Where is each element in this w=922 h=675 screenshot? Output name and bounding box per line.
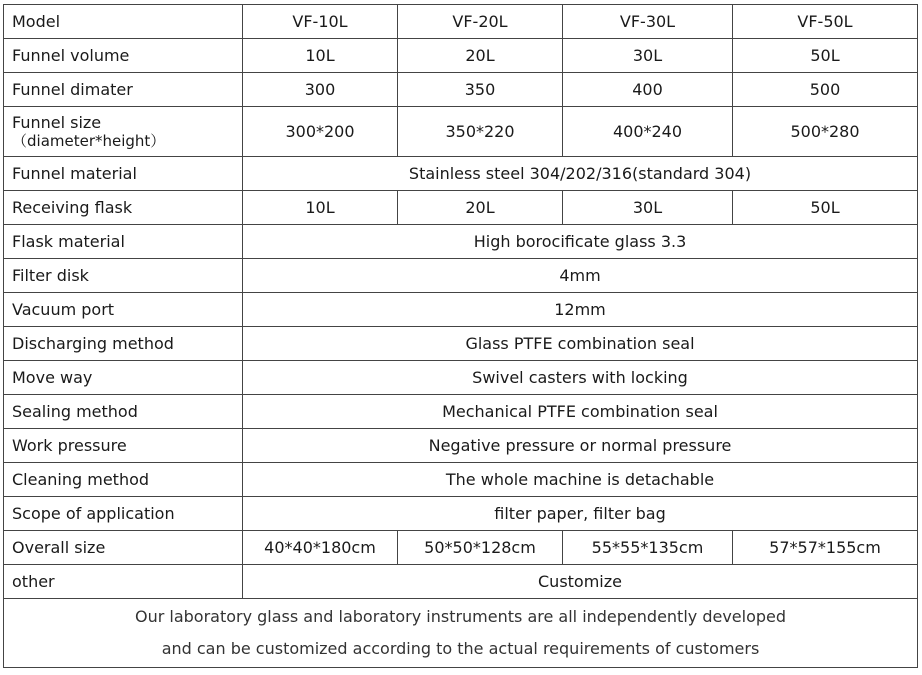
row-label-discharging-method: Discharging method bbox=[4, 327, 243, 361]
row-label-overall-size: Overall size bbox=[4, 531, 243, 565]
table-row-flask-material bbox=[4, 225, 918, 259]
row-label-move-way: Move way bbox=[4, 361, 243, 395]
table-row-vacuum-port bbox=[4, 293, 918, 327]
value-cell-merged: Mechanical PTFE combination seal bbox=[243, 395, 918, 429]
row-label-cleaning-method: Cleaning method bbox=[4, 463, 243, 497]
value-cell: 500*280 bbox=[733, 107, 918, 157]
table-row-cleaning-method bbox=[4, 463, 918, 497]
value-cell: 20L bbox=[398, 191, 563, 225]
row-label-other: other bbox=[4, 565, 243, 599]
row-label-flask-material: Flask material bbox=[4, 225, 243, 259]
model-cell: VF-20L bbox=[398, 5, 563, 39]
table-row-funnel-diameter bbox=[4, 73, 918, 107]
row-label-funnel-material: Funnel material bbox=[4, 157, 243, 191]
value-cell: 500 bbox=[733, 73, 918, 107]
value-cell: 350*220 bbox=[398, 107, 563, 157]
table-row-move-way bbox=[4, 361, 918, 395]
value-cell-merged: Glass PTFE combination seal bbox=[243, 327, 918, 361]
value-cell: 400 bbox=[563, 73, 733, 107]
table-row-funnel-material bbox=[4, 157, 918, 191]
table-row-funnel-volume bbox=[4, 39, 918, 73]
value-cell-merged: Swivel casters with locking bbox=[243, 361, 918, 395]
value-cell-merged: Stainless steel 304/202/316(standard 304) bbox=[243, 157, 918, 191]
model-cell: VF-50L bbox=[733, 5, 918, 39]
value-cell: 300 bbox=[243, 73, 398, 107]
footer-line-2: and can be customized according to the actual requirements of customers bbox=[161, 639, 760, 658]
table-row-receiving-flask bbox=[4, 191, 918, 225]
value-cell: 57*57*155cm bbox=[733, 531, 918, 565]
value-cell-merged: Negative pressure or normal pressure bbox=[243, 429, 918, 463]
value-cell: 400*240 bbox=[563, 107, 733, 157]
table-row-funnel-size bbox=[4, 107, 918, 157]
value-cell: 50*50*128cm bbox=[398, 531, 563, 565]
value-cell: 40*40*180cm bbox=[243, 531, 398, 565]
value-cell: 10L bbox=[243, 191, 398, 225]
value-cell: 30L bbox=[563, 39, 733, 73]
value-cell-merged: Customize bbox=[243, 565, 918, 599]
funnel-size-label: Funnel size bbox=[12, 112, 102, 132]
value-cell-merged: 12mm bbox=[243, 293, 918, 327]
value-cell-merged: High borocificate glass 3.3 bbox=[243, 225, 918, 259]
table-row-discharging-method bbox=[4, 327, 918, 361]
funnel-size-sublabel: （diameter*height） bbox=[12, 131, 166, 150]
value-cell: 50L bbox=[733, 191, 918, 225]
table-row-footer-note bbox=[4, 599, 918, 668]
footer-note bbox=[4, 599, 918, 668]
table-row-filter-disk bbox=[4, 259, 918, 293]
table-row-sealing-method bbox=[4, 395, 918, 429]
model-cell: VF-30L bbox=[563, 5, 733, 39]
row-label-filter-disk: Filter disk bbox=[4, 259, 243, 293]
row-label-scope: Scope of application bbox=[4, 497, 243, 531]
row-label-sealing-method: Sealing method bbox=[4, 395, 243, 429]
row-label-model: Model bbox=[4, 5, 243, 39]
value-cell: 300*200 bbox=[243, 107, 398, 157]
table-row-other bbox=[4, 565, 918, 599]
footer-line-1: Our laboratory glass and laboratory instruments are all independently developed bbox=[134, 607, 787, 626]
row-label-work-pressure: Work pressure bbox=[4, 429, 243, 463]
value-cell: 20L bbox=[398, 39, 563, 73]
value-cell-merged: The whole machine is detachable bbox=[243, 463, 918, 497]
table-row-model bbox=[4, 5, 918, 39]
model-cell: VF-10L bbox=[243, 5, 398, 39]
row-label-receiving-flask: Receiving flask bbox=[4, 191, 243, 225]
value-cell: 50L bbox=[733, 39, 918, 73]
row-label-funnel-volume: Funnel volume bbox=[4, 39, 243, 73]
row-label-funnel-size bbox=[4, 107, 243, 157]
row-label-funnel-diameter: Funnel dimater bbox=[4, 73, 243, 107]
table-row-scope bbox=[4, 497, 918, 531]
value-cell: 55*55*135cm bbox=[563, 531, 733, 565]
value-cell-merged: 4mm bbox=[243, 259, 918, 293]
row-label-vacuum-port: Vacuum port bbox=[4, 293, 243, 327]
value-cell: 30L bbox=[563, 191, 733, 225]
table-row-work-pressure bbox=[4, 429, 918, 463]
value-cell-merged: filter paper, filter bag bbox=[243, 497, 918, 531]
value-cell: 350 bbox=[398, 73, 563, 107]
spec-table bbox=[3, 4, 918, 668]
table-row-overall-size bbox=[4, 531, 918, 565]
value-cell: 10L bbox=[243, 39, 398, 73]
